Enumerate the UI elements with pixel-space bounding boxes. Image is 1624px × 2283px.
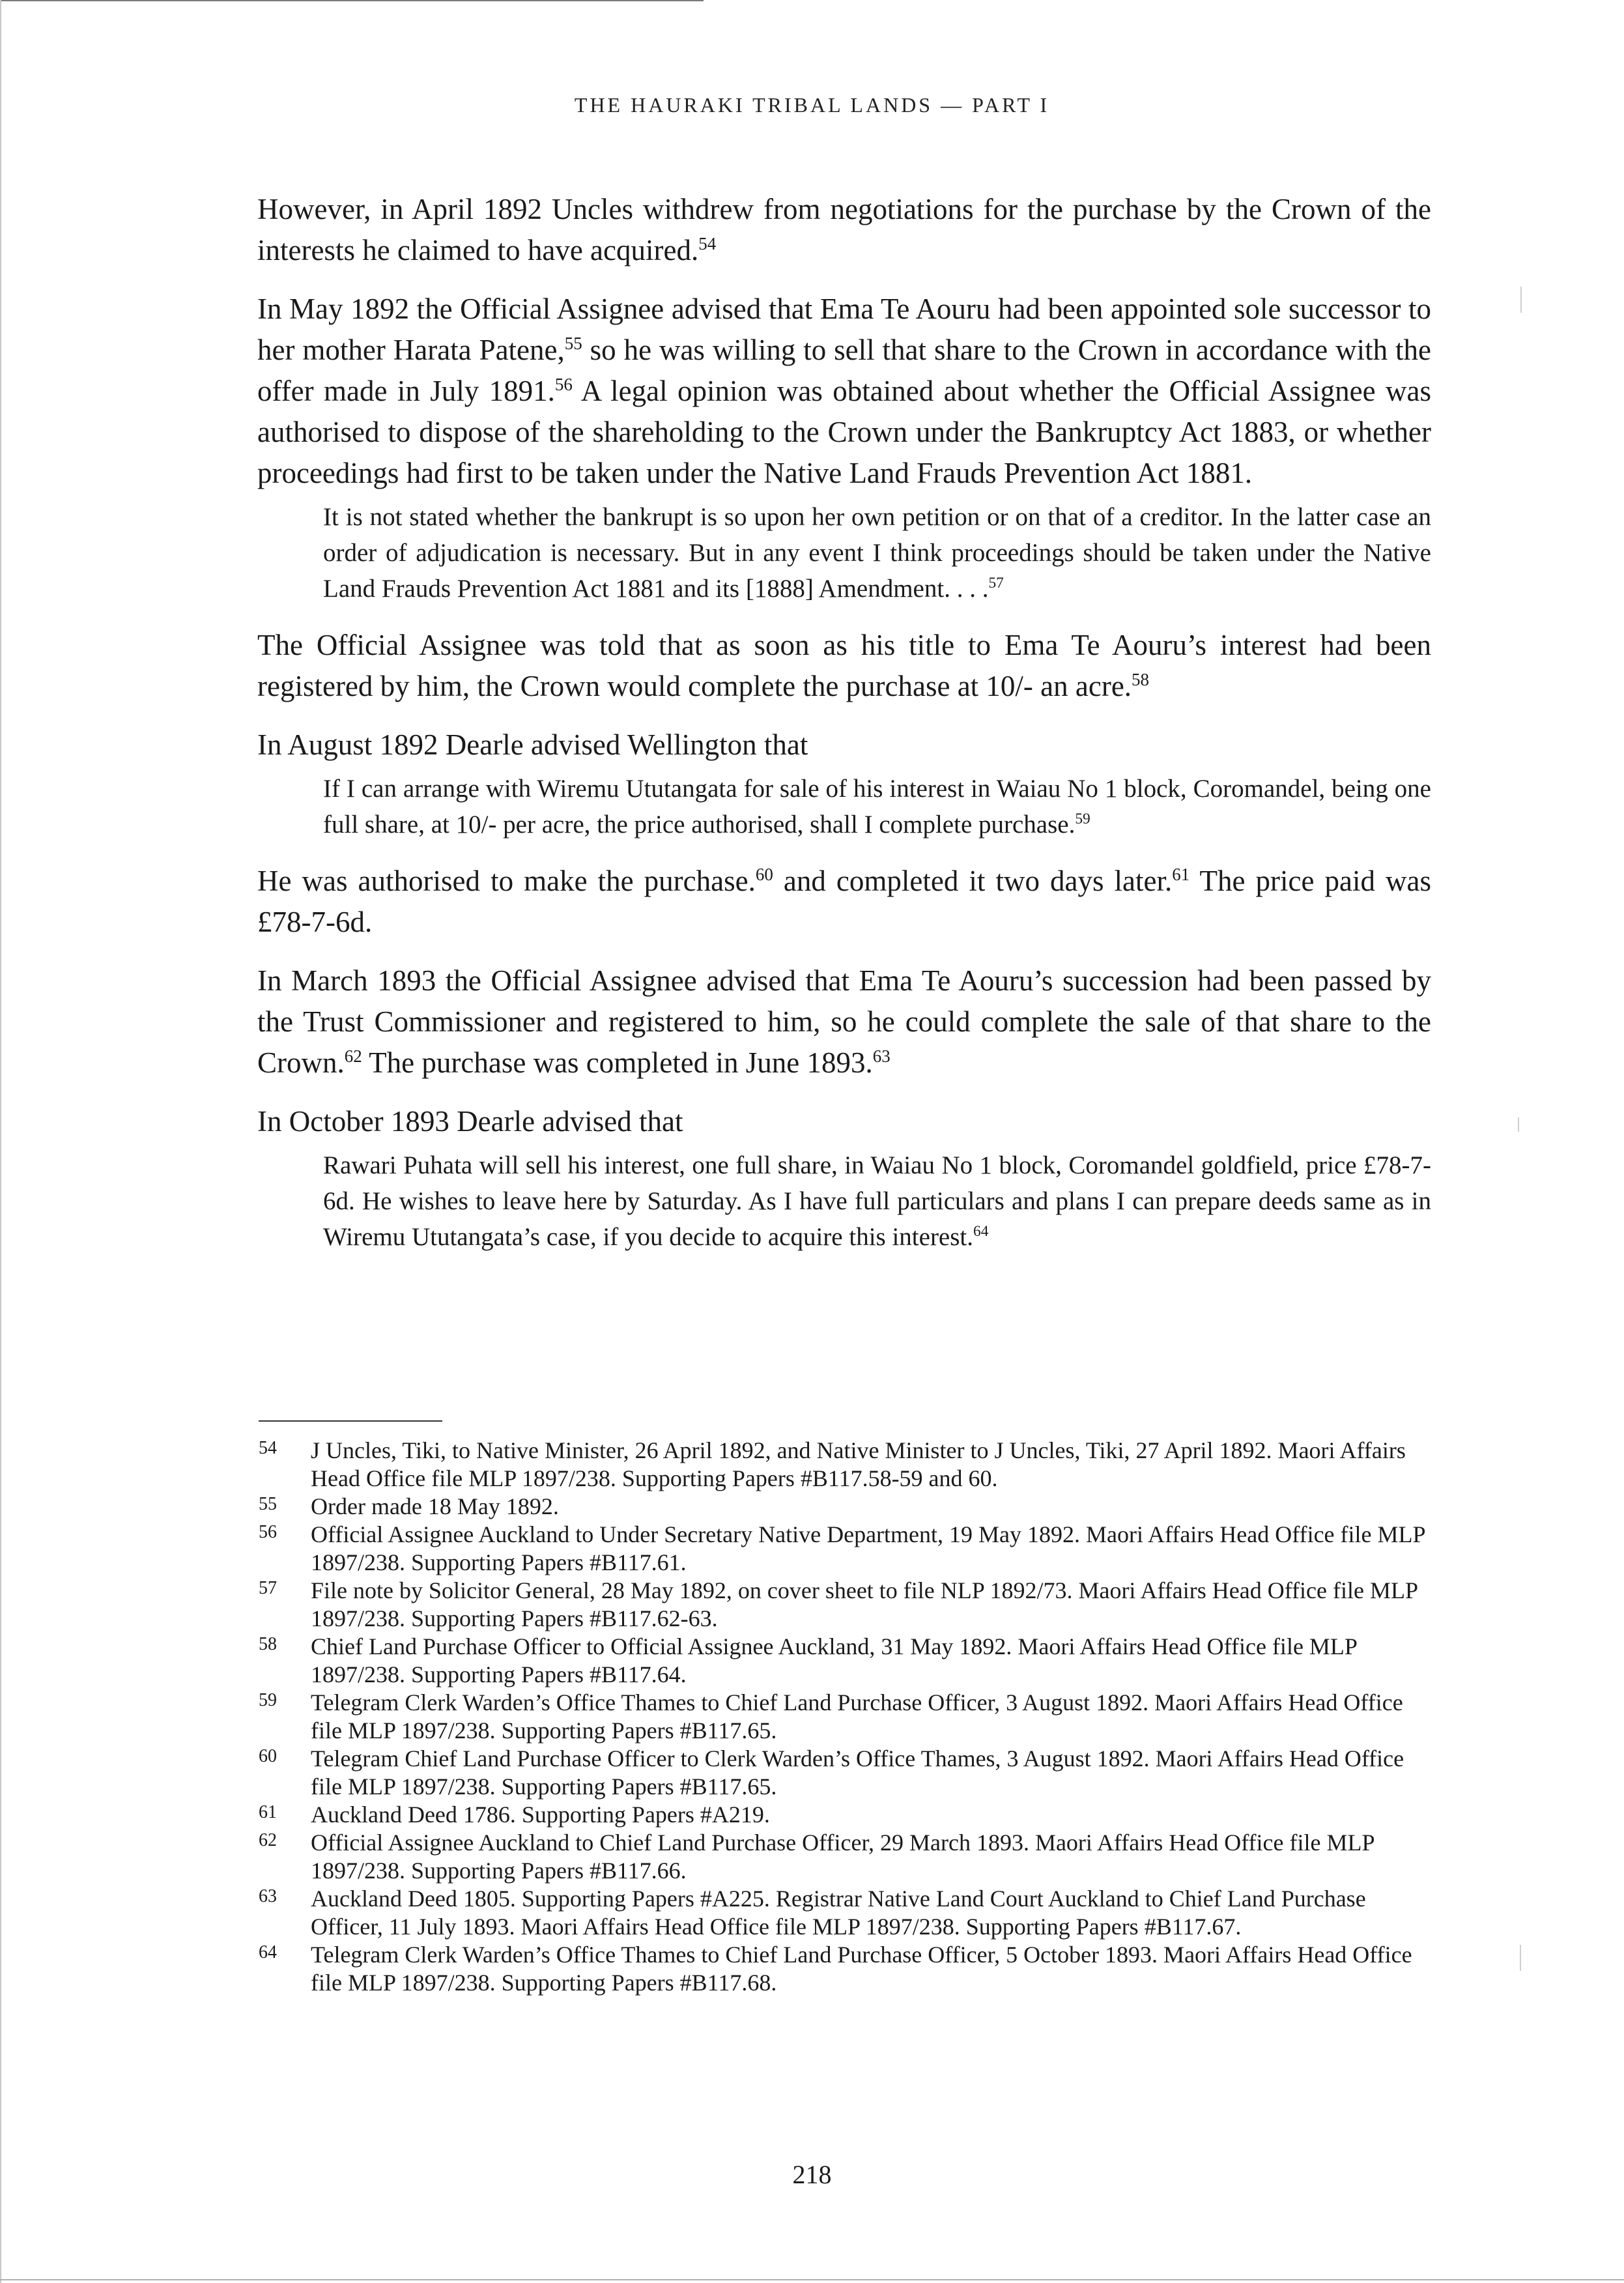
paragraph (257, 625, 1431, 707)
footnote (259, 1941, 1431, 1997)
footnote-text: Order made 18 May 1892. (311, 1493, 559, 1519)
footnote-text: Auckland Deed 1805. Supporting Papers #A225. Registrar Native Land Court Auckland to Chief Land Purchase Officer, 11 July 1893. Maori Affairs Head Office file MLP 1897/238. Supporting Papers #B117.67. (311, 1886, 1366, 1940)
footnote-text: Telegram Clerk Warden’s Office Thames to Chief Land Purchase Officer, 5 October 1893. Maori Affairs Head Office file MLP 1897/238. Supporting Papers #B117.68. (311, 1942, 1412, 1996)
scan-speck (1520, 1945, 1521, 1971)
footnote (259, 1745, 1431, 1801)
footnote-number: 54 (259, 1438, 277, 1458)
quote-text: If I can arrange with Wiremu Ututangata for sale of his interest in Waiau No 1 block, Coromandel, being one full share, at 10/- per acre, the price authorised, shall I complete purchase. (323, 775, 1431, 839)
paragraph-text: In August 1892 Dearle advised Wellington that (257, 728, 808, 761)
footnote (259, 1437, 1431, 1493)
paragraph-text: He was authorised to make the purchase. (257, 865, 756, 897)
footnote (259, 1577, 1431, 1633)
footnote (259, 1521, 1431, 1577)
paragraph-text: The price paid was £78-7-6d. (257, 865, 1432, 938)
paragraph-text: The purchase was completed in June 1893. (362, 1046, 873, 1079)
footnote-number: 58 (259, 1634, 277, 1654)
footnote-number: 57 (259, 1578, 277, 1598)
note-ref: 55 (564, 334, 582, 353)
paragraph-text: In October 1893 Dearle advised that (257, 1105, 683, 1138)
scan-edge-bottom (0, 2279, 1624, 2280)
running-head: THE HAURAKI TRIBAL LANDS — PART I (574, 93, 1050, 117)
footnote-number: 61 (259, 1802, 277, 1822)
paragraph-text: In March 1893 the Official Assignee advised that Ema Te Aouru’s succession had been passed by the Trust Commissioner and registered to him, so he could complete the sale of that share to the Crown. (257, 964, 1431, 1079)
footnote-number: 63 (259, 1886, 277, 1906)
paragraph-text: In May 1892 the Official Assignee advised that Ema Te Aouru had been appointed sole successor to her mother Harata Patene, (257, 293, 1431, 366)
scan-edge-top (0, 0, 704, 1)
quote-text: It is not stated whether the bankrupt is so upon her own petition or on that of a creditor. In the latter case an order of adjudication is necessary. But in any event I think proceedings should be taken under the Native Land Frauds Prevention Act 1881 and its [1888] Amendment. . . . (323, 503, 1431, 603)
scan-speck (1520, 287, 1522, 313)
note-ref: 54 (698, 234, 717, 253)
footnote-text: Auckland Deed 1786. Supporting Papers #A219. (311, 1802, 770, 1828)
footnote (259, 1633, 1431, 1689)
footnote (259, 1493, 1431, 1521)
block-quote (323, 771, 1431, 842)
scan-speck (1518, 1117, 1519, 1132)
footnote-number: 64 (259, 1942, 277, 1962)
quote-text: Rawari Puhata will sell his interest, one full share, in Waiau No 1 block, Coromandel goldfield, price £78-7-6d. He wishes to leave here by Saturday. As I have full particulars and plans I can prepare deeds same as in Wiremu Ututangata’s case, if you decide to acquire this interest. (323, 1151, 1431, 1251)
paragraph (257, 189, 1431, 271)
paragraph (257, 1101, 1431, 1142)
block-quote (323, 499, 1431, 607)
paragraph (257, 289, 1431, 494)
footnote-text: Official Assignee Auckland to Under Secretary Native Department, 19 May 1892. Maori Affairs Head Office file MLP 1897/238. Supporting Papers #B117.61. (311, 1521, 1425, 1575)
footnote (259, 1689, 1431, 1745)
paragraph (257, 861, 1431, 943)
note-ref: 62 (344, 1046, 362, 1066)
footnote-number: 59 (259, 1690, 277, 1710)
footnote-text: Chief Land Purchase Officer to Official Assignee Auckland, 31 May 1892. Maori Affairs Head Office file MLP 1897/238. Supporting Papers #B117.64. (311, 1633, 1357, 1687)
block-quote (323, 1147, 1431, 1255)
note-ref: 57 (988, 575, 1004, 592)
footnote-text: J Uncles, Tiki, to Native Minister, 26 April 1892, and Native Minister to J Uncles, Tiki, 27 April 1892. Maori Affairs Head Office file MLP 1897/238. Supporting Papers #B117.58-59 and 60. (311, 1437, 1406, 1491)
page-number: 218 (792, 2160, 832, 2189)
footnote-text: File note by Solicitor General, 28 May 1892, on cover sheet to file NLP 1892/73. Maori Affairs Head Office file MLP 1897/238. Supporting Papers #B117.62-63. (311, 1577, 1417, 1631)
paragraph-text: The Official Assignee was told that as soon as his title to Ema Te Aouru’s interest had been registered by him, the Crown would complete the purchase at 10/- an acre. (257, 629, 1431, 702)
footnote-text: Official Assignee Auckland to Chief Land Purchase Officer, 29 March 1893. Maori Affairs Head Office file MLP 1897/238. Supporting Papers #B117.66. (311, 1830, 1375, 1884)
footnote (259, 1885, 1431, 1941)
note-ref: 61 (1172, 865, 1190, 884)
paragraph-text: However, in April 1892 Uncles withdrew from negotiations for the purchase by the Crown of the interests he claimed to have acquired. (257, 193, 1431, 266)
body-text (257, 189, 1431, 1273)
footnote-number: 56 (259, 1522, 277, 1542)
paragraph-text: so he was willing to sell that share to the Crown in accordance with the offer made in July 1891. (257, 334, 1432, 407)
footnote-text: Telegram Chief Land Purchase Officer to Clerk Warden’s Office Thames, 3 August 1892. Maori Affairs Head Office file MLP 1897/238. Supporting Papers #B117.65. (311, 1745, 1404, 1800)
scan-edge-left (0, 0, 1, 2283)
note-ref: 58 (1132, 670, 1150, 689)
footnote-number: 62 (259, 1830, 277, 1850)
note-ref: 64 (973, 1223, 989, 1240)
footnote (259, 1829, 1431, 1885)
footnote-text: Telegram Clerk Warden’s Office Thames to Chief Land Purchase Officer, 3 August 1892. Maori Affairs Head Office file MLP 1897/238. Supporting Papers #B117.65. (311, 1689, 1403, 1744)
footnotes (259, 1437, 1431, 1997)
paragraph-text: A legal opinion was obtained about whether the Official Assignee was authorised to dispose of the shareholding to the Crown under the Bankruptcy Act 1883, or whether proceedings had first to be taken under the Native Land Frauds Prevention Act 1881. (257, 375, 1431, 489)
footnote-number: 60 (259, 1746, 277, 1766)
paragraph (257, 725, 1431, 766)
footnote (259, 1801, 1431, 1829)
paragraph (257, 960, 1431, 1084)
note-ref: 56 (554, 375, 573, 394)
note-ref: 59 (1075, 811, 1090, 827)
note-ref: 63 (872, 1046, 890, 1066)
footnote-rule (259, 1420, 442, 1422)
note-ref: 60 (755, 865, 773, 884)
paragraph-text: and completed it two days later. (773, 865, 1173, 897)
footnote-number: 55 (259, 1494, 277, 1514)
